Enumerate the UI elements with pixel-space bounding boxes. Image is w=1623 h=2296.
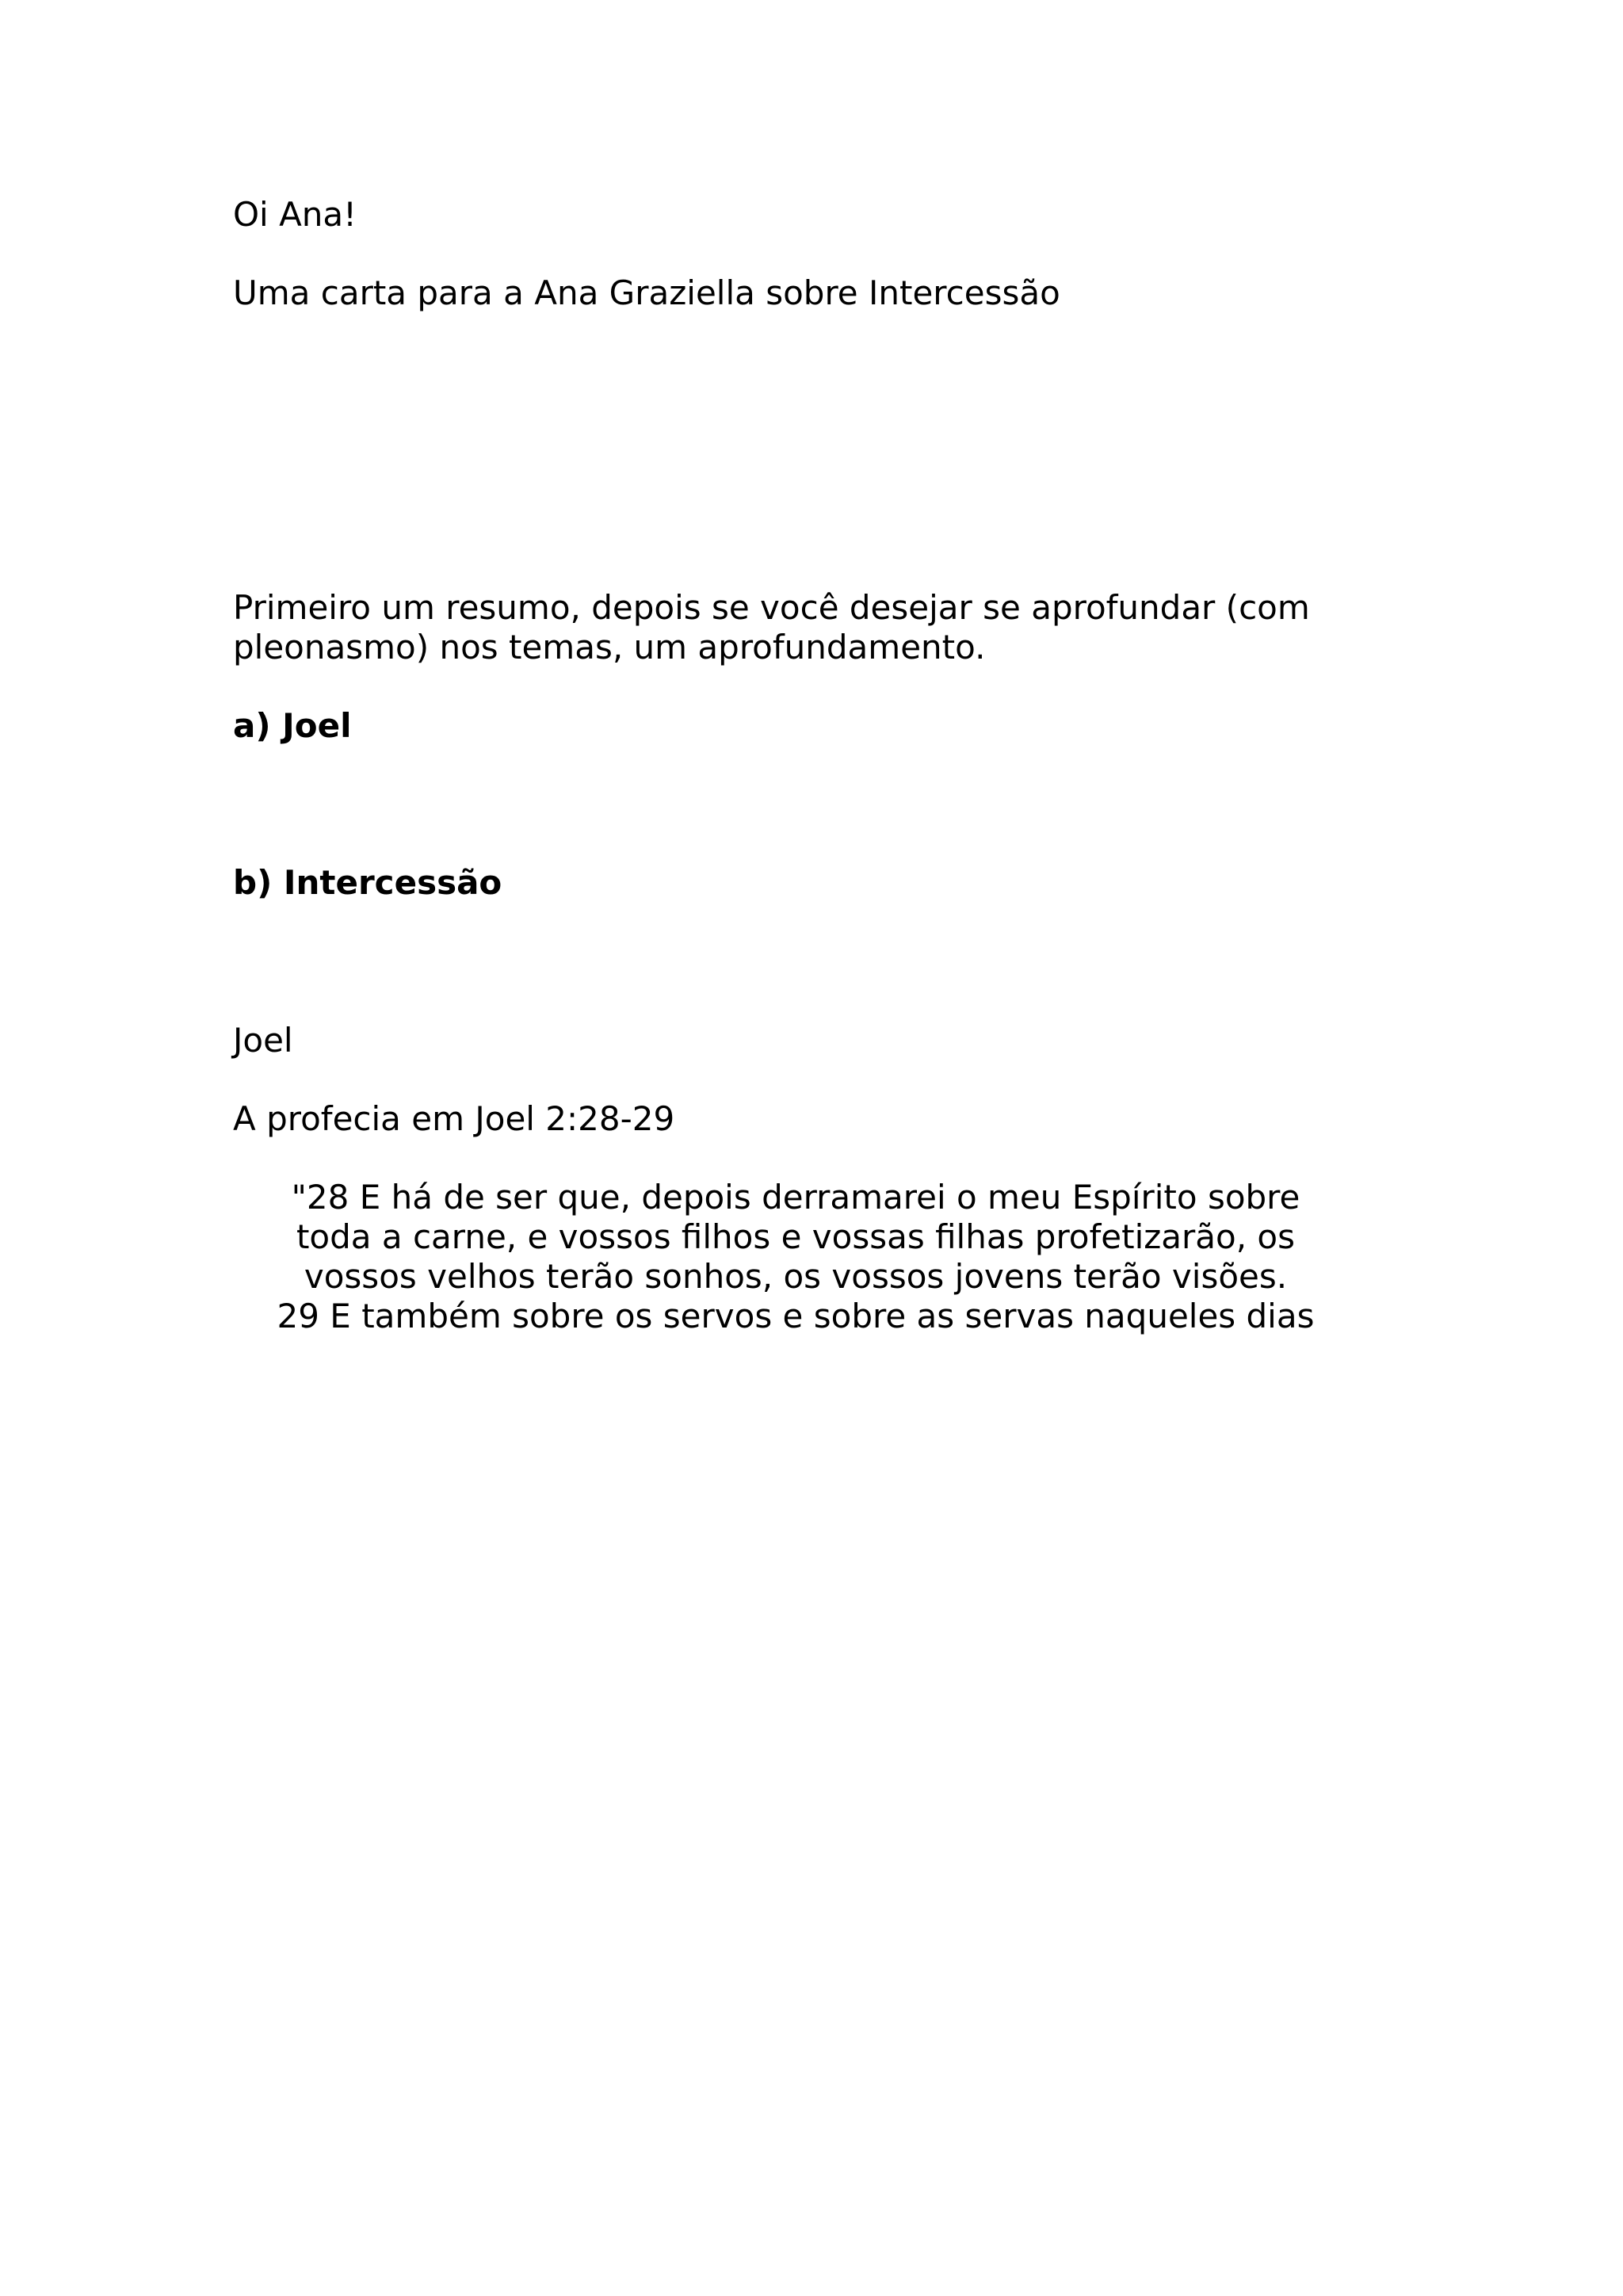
joel-heading: Joel (233, 1021, 293, 1060)
section-heading-joel: a) Joel (233, 706, 352, 745)
intro-paragraph (233, 588, 1358, 667)
greeting: Oi Ana! (233, 195, 357, 234)
prophecy-reference: A profecia em Joel 2:28-29 (233, 1099, 675, 1138)
quote-line: "28 E há de ser que, depois derramarei o meu Espírito sobre (291, 1178, 1300, 1217)
intro-line: Primeiro um resumo, depois se você desejar se aprofundar (com (233, 588, 1310, 627)
quote-line: vossos velhos terão sonhos, os vossos jovens terão visões. (304, 1257, 1288, 1296)
letter-subtitle: Uma carta para a Ana Graziella sobre Intercessão (233, 273, 1060, 312)
quote-line: toda a carne, e vossos filhos e vossas filhas profetizarão, os (296, 1217, 1296, 1256)
quote-line: 29 E também sobre os servos e sobre as servas naqueles dias (277, 1297, 1315, 1335)
scripture-quote (233, 1178, 1358, 1336)
intro-line: pleonasmo) nos temas, um aprofundamento. (233, 628, 986, 667)
section-heading-intercessao: b) Intercessão (233, 863, 502, 902)
